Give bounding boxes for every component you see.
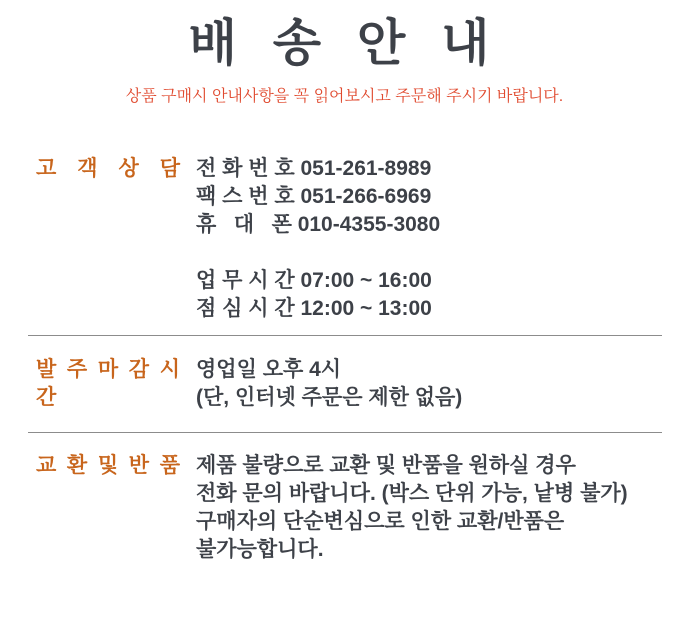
deadline-note-line: (단, 인터넷 주문은 제한 없음) [196, 386, 463, 409]
section-label-customer-service: 고 객 상 담 [36, 157, 180, 180]
section-exchange-return [0, 452, 689, 564]
deadline-line: 영업일 오후 4시 [196, 358, 342, 381]
exchange-policy-line-4: 불가능합니다. [196, 538, 324, 561]
exchange-policy-line-1: 제품 불량으로 교환 및 반품을 원하실 경우 [196, 454, 576, 477]
blank-line [196, 239, 689, 267]
section-customer-service [0, 155, 689, 323]
section-divider [28, 432, 662, 433]
exchange-policy-line-3: 구매자의 단순변심으로 인한 교환/반품은 [196, 510, 565, 533]
mobile-number-line: 휴 대 폰 010-4355-3080 [196, 213, 441, 236]
section-content-exchange-return [196, 452, 689, 564]
page-subtitle: 상품 구매시 안내사항을 꼭 읽어보시고 주문해 주시기 바랍니다. [125, 88, 564, 105]
section-content-order-deadline [196, 356, 689, 412]
section-label-order-deadline: 발 주 마 감 시 간 [36, 358, 180, 409]
section-divider [28, 335, 662, 336]
phone-number-line: 전 화 번 호 051-261-8989 [196, 157, 432, 180]
section-order-deadline [0, 356, 689, 412]
section-label-exchange-return: 교 환 및 반 품 [36, 454, 180, 477]
fax-number-line: 팩 스 번 호 051-266-6969 [196, 185, 432, 208]
exchange-policy-line-2: 전화 문의 바랍니다. (박스 단위 가능, 낱병 불가) [196, 482, 628, 505]
page-title: 배 송 안 내 [188, 15, 501, 71]
section-content-customer-service [196, 155, 689, 323]
lunch-hours-line: 점 심 시 간 12:00 ~ 13:00 [196, 297, 432, 320]
business-hours-line: 업 무 시 간 07:00 ~ 16:00 [196, 269, 432, 292]
